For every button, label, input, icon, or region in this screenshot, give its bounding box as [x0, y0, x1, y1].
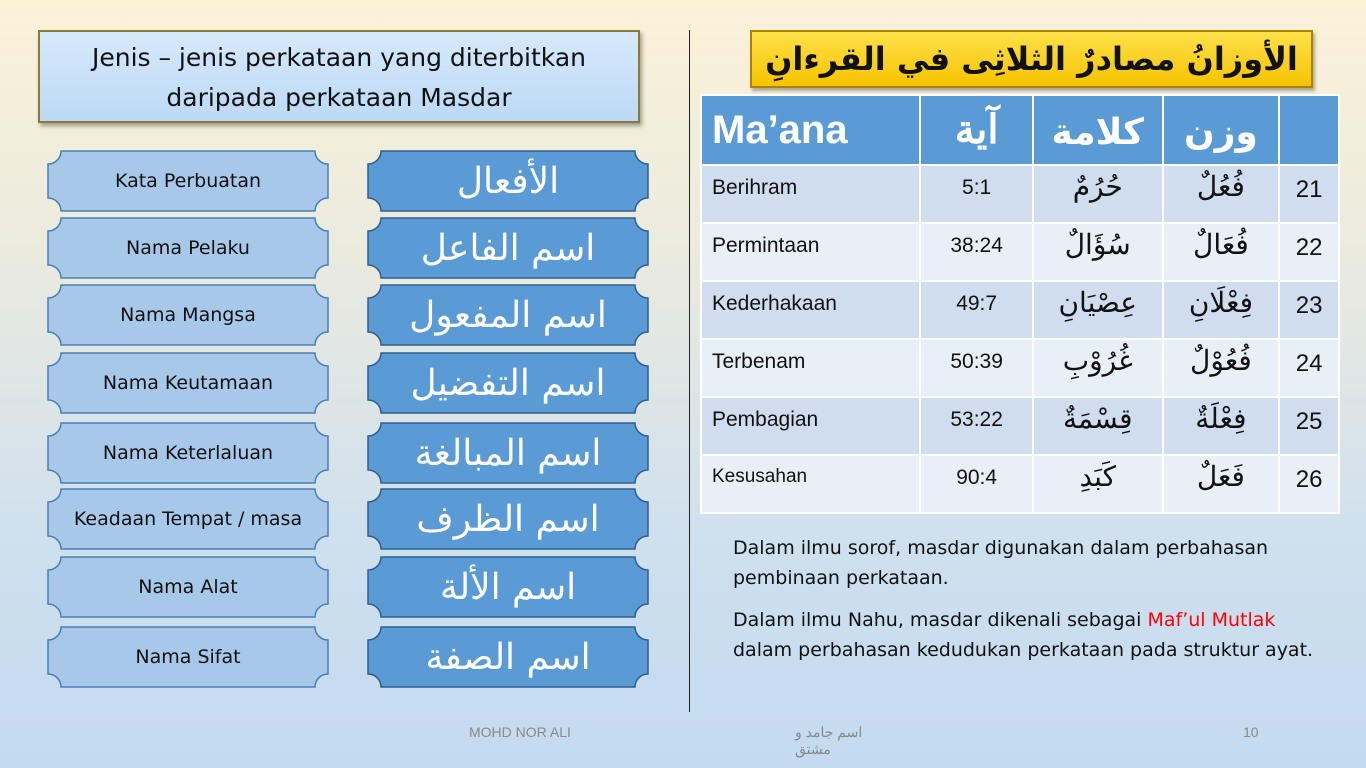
cell-ayah: 90:4 — [920, 455, 1033, 513]
category-malay — [47, 556, 329, 618]
cell-ayah: 53:22 — [920, 397, 1033, 455]
category-arabic — [367, 422, 649, 484]
category-arabic — [367, 284, 649, 346]
category-malay — [47, 626, 329, 688]
category-malay — [47, 217, 329, 279]
category-arabic-label: اسم الظرف — [416, 498, 600, 540]
cell-kalimah: غُرُوْبِ — [1033, 339, 1163, 397]
table-row — [701, 165, 1339, 223]
cell-number: 24 — [1279, 339, 1339, 397]
category-malay-label: Nama Mangsa — [120, 303, 256, 326]
cell-maana: Terbenam — [701, 339, 920, 397]
header-wazn: وزن — [1163, 95, 1280, 165]
category-arabic-label: اسم المفعول — [409, 294, 607, 336]
table-header — [701, 95, 1339, 165]
table-row — [701, 339, 1339, 397]
cell-kalimah: حُرُمٌ — [1033, 165, 1163, 223]
category-arabic — [367, 556, 649, 618]
category-arabic-label: اسم الألة — [439, 566, 577, 608]
header-no — [1279, 95, 1339, 165]
paragraph-sorof: Dalam ilmu sorof, masdar digunakan dalam perbahasan pembinaan perkataan. — [733, 537, 1269, 589]
cell-wazn: فِعْلَانِ — [1163, 281, 1280, 339]
cell-wazn: فُعُلٌ — [1163, 165, 1280, 223]
cell-wazn: فُعُوْلٌ — [1163, 339, 1280, 397]
category-arabic-label: الأفعال — [456, 160, 560, 202]
cell-maana: Berihram — [701, 165, 920, 223]
cell-number: 26 — [1279, 455, 1339, 513]
category-malay-label: Kata Perbuatan — [114, 169, 262, 192]
category-malay — [47, 352, 329, 414]
cell-kalimah: سُؤَالٌ — [1033, 223, 1163, 281]
para2-text: Dalam ilmu Nahu, masdar dikenali sebagai — [733, 609, 1148, 631]
cell-kalimah: قِسْمَةٌ — [1033, 397, 1163, 455]
cell-ayah: 38:24 — [920, 223, 1033, 281]
cell-wazn: فَعَلٌ — [1163, 455, 1280, 513]
left-title: Jenis – jenis perkataan yang diterbitkan daripada perkataan Masdar — [91, 43, 587, 112]
header-ayah: آية — [920, 95, 1033, 165]
category-arabic — [367, 488, 649, 550]
right-title: الأوزانُ مصادرٌ الثلاثِى في القرءانِ — [750, 30, 1313, 88]
category-malay-label: Nama Sifat — [135, 645, 241, 668]
table-row — [701, 455, 1339, 513]
cell-number: 25 — [1279, 397, 1339, 455]
wazn-table — [700, 94, 1340, 514]
cell-ayah: 49:7 — [920, 281, 1033, 339]
cell-maana: Kesusahan — [701, 455, 920, 513]
cell-maana: Pembagian — [701, 397, 920, 455]
category-arabic-label: اسم المبالغة — [414, 432, 602, 474]
cell-wazn: فُعَالٌ — [1163, 223, 1280, 281]
category-malay-label: Keadaan Tempat / masa — [73, 507, 303, 530]
cell-kalimah: عِصْيَانِ — [1033, 281, 1163, 339]
category-malay-label: Nama Alat — [138, 575, 238, 598]
category-malay-label: Nama Keterlaluan — [102, 441, 274, 464]
cell-maana: Permintaan — [701, 223, 920, 281]
category-arabic-label: اسم الفاعل — [420, 227, 596, 269]
table-row — [701, 281, 1339, 339]
category-malay — [47, 488, 329, 550]
para2-text-end: dalam perbahasan kedudukan perkataan pada struktur ayat. — [733, 639, 1314, 661]
cell-kalimah: كَبَدِ — [1033, 455, 1163, 513]
category-arabic-label: اسم التفضيل — [410, 362, 606, 404]
header-kalimah: كلامة — [1033, 95, 1163, 165]
cell-maana: Kederhakaan — [701, 281, 920, 339]
category-arabic — [367, 626, 649, 688]
header-maana: Ma’ana — [701, 95, 920, 165]
category-malay-label: Nama Keutamaan — [102, 371, 274, 394]
category-arabic — [367, 217, 649, 279]
table-row — [701, 397, 1339, 455]
footer-page-number: 10 — [1243, 724, 1259, 740]
category-arabic — [367, 150, 649, 212]
footer-topic: اسم جامد و مشتق — [795, 724, 863, 757]
category-malay — [47, 422, 329, 484]
category-malay — [47, 150, 329, 212]
cell-ayah: 50:39 — [920, 339, 1033, 397]
left-title-box — [38, 30, 640, 123]
vertical-divider — [689, 30, 690, 712]
category-malay-label: Nama Pelaku — [126, 236, 250, 259]
cell-ayah: 5:1 — [920, 165, 1033, 223]
cell-number: 22 — [1279, 223, 1339, 281]
cell-number: 23 — [1279, 281, 1339, 339]
table-row — [701, 223, 1339, 281]
footer-author: MOHD NOR ALI — [469, 724, 571, 740]
maful-mutlak-highlight: Maf’ul Mutlak — [1147, 609, 1276, 631]
cell-wazn: فِعْلَةٌ — [1163, 397, 1280, 455]
category-malay — [47, 284, 329, 346]
category-arabic-label: اسم الصفة — [425, 636, 591, 678]
cell-number: 21 — [1279, 165, 1339, 223]
paragraph-nahu — [733, 605, 1323, 665]
category-arabic — [367, 352, 649, 414]
